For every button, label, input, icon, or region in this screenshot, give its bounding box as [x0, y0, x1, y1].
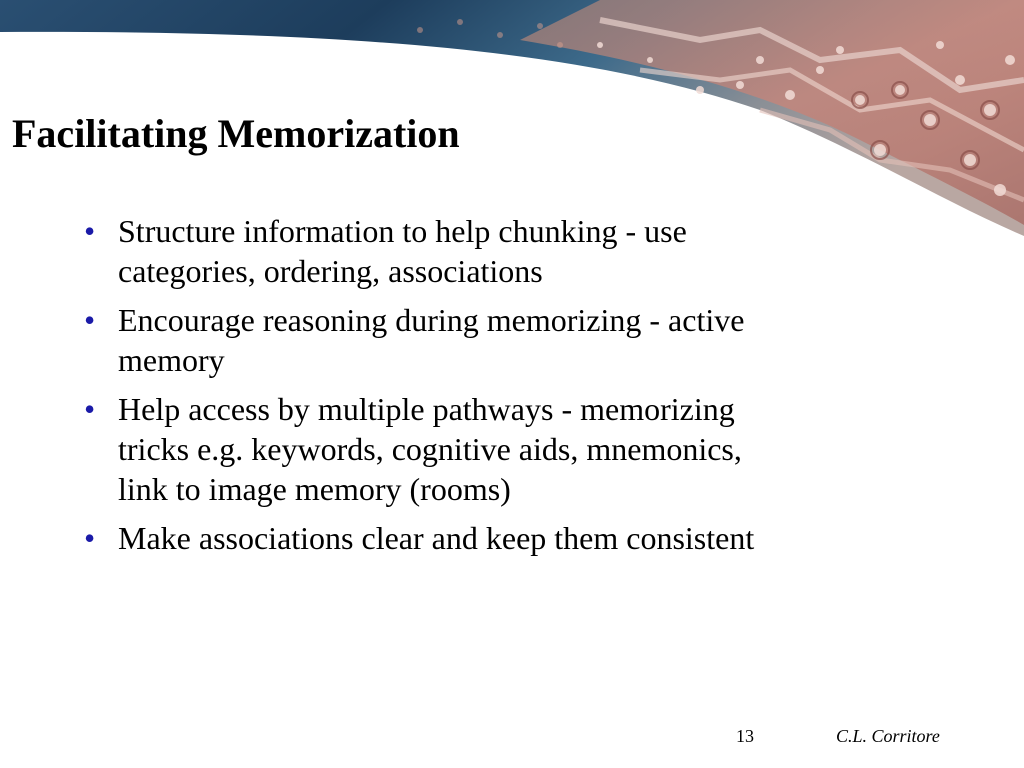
bullet-list [78, 211, 798, 567]
slide-title: Facilitating Memorization [12, 111, 460, 156]
bullet-text: Structure information to help chunking - use categories, ordering, associations [118, 213, 687, 289]
bullet-item [78, 518, 798, 558]
bullet-dot-icon: • [84, 391, 96, 427]
bullet-item [78, 211, 798, 291]
bullet-item [78, 300, 798, 380]
bullet-text: Help access by multiple pathways - memorizing tricks e.g. keywords, cognitive aids, mnemonics, link to image memory (rooms) [118, 391, 742, 507]
bullet-dot-icon: • [84, 302, 96, 338]
bullet-text: Make associations clear and keep them consistent [118, 520, 755, 556]
bullet-item [78, 389, 798, 509]
bullet-dot-icon: • [84, 520, 96, 556]
page-number: 13 [736, 726, 754, 746]
bullet-dot-icon: • [84, 213, 96, 249]
bullet-text: Encourage reasoning during memorizing - active memory [118, 302, 745, 378]
author-credit: C.L. Corritore [836, 726, 940, 746]
